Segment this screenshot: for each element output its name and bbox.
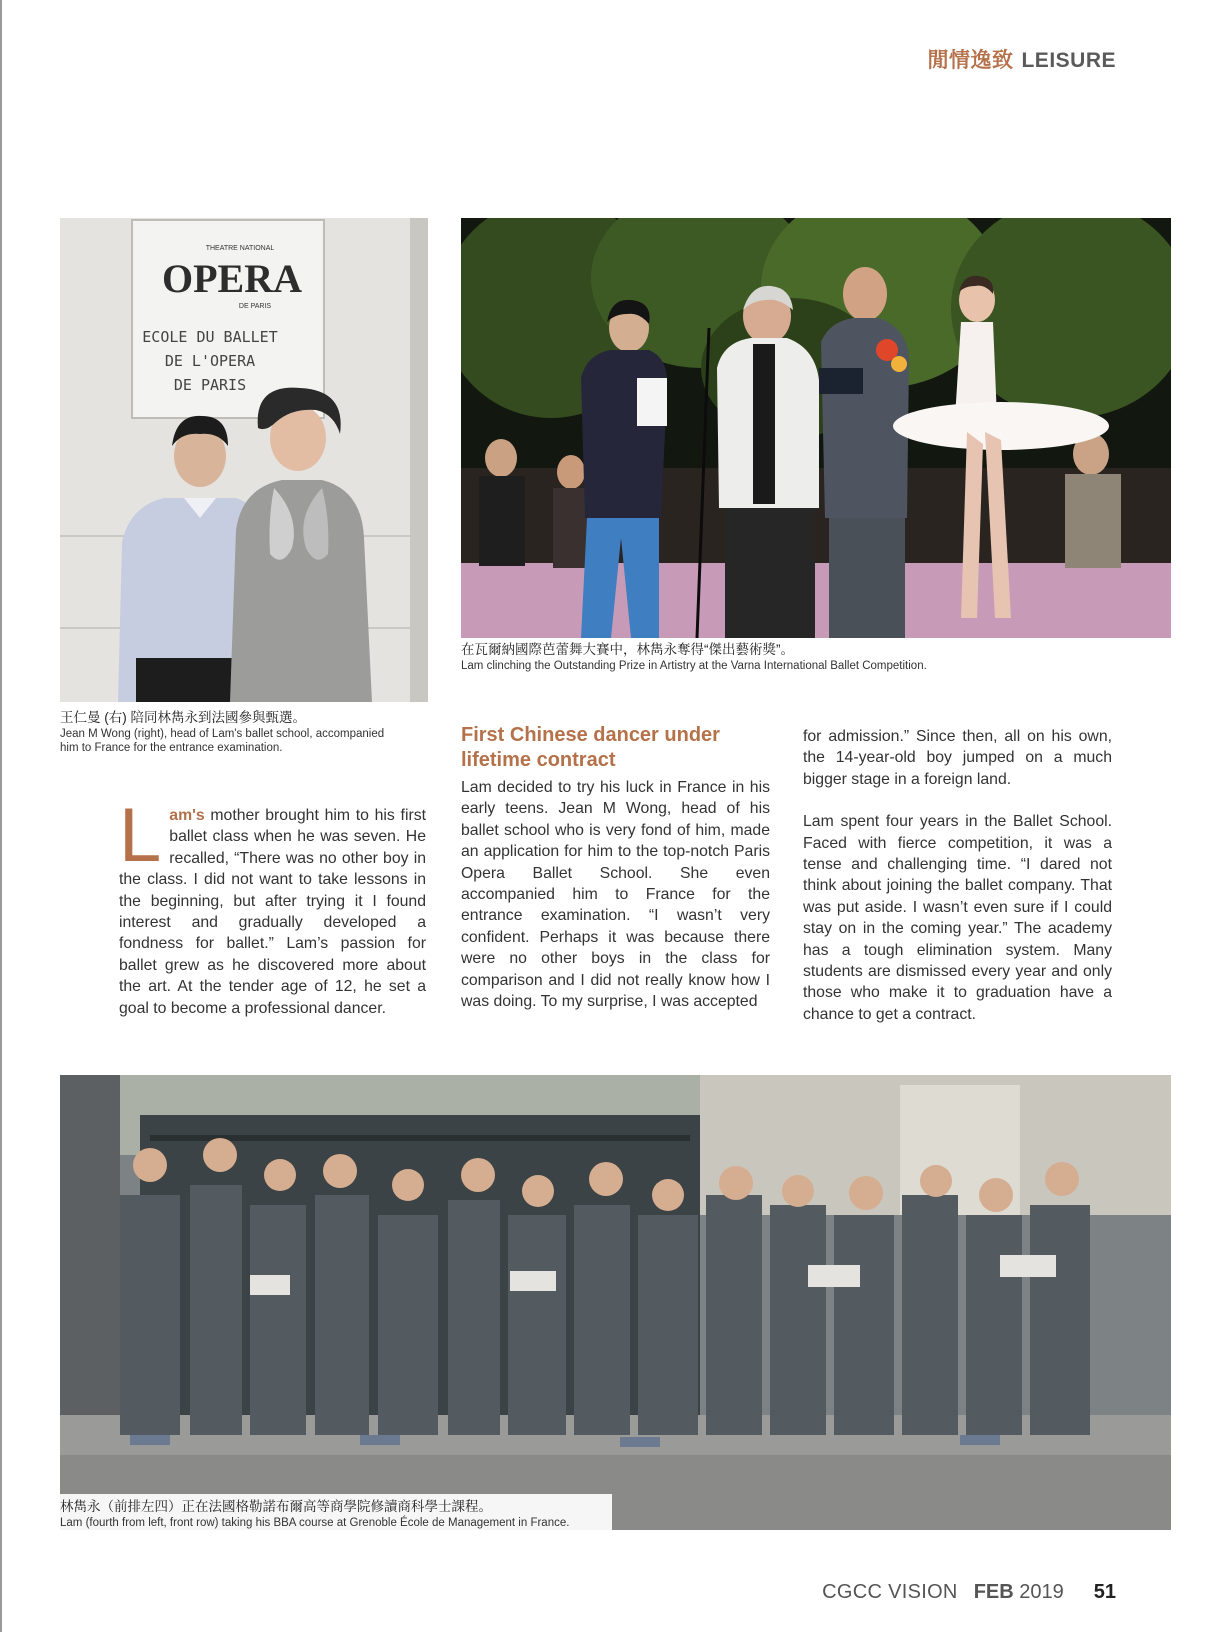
photo-group-business-school — [60, 1075, 1171, 1530]
section-tag-zh: 閒情逸致 — [927, 49, 1014, 72]
sign-line1: ECOLE DU BALLET — [142, 328, 278, 346]
caption-left-photo — [60, 709, 430, 755]
article-paragraph-2: Lam decided to try his luck in France in his early teens. Jean M Wong, head of his ballet school who is very fond of him, made an application for him to the top-notch Paris Opera Ballet School. She even accompanied him to France for the entrance examination. “I wasn’t very confident. Perhaps it was because there were no other boys in the class for comparison and I did not really know how I was doing. To my surprise, I was accepted — [461, 779, 770, 1011]
caption-left-zh: 王仁曼 (右) 陪同林雋永到法國參與甄選。 — [60, 710, 306, 725]
sign-de-paris-text: DE PARIS — [238, 303, 272, 310]
photo-opera-school — [60, 218, 428, 702]
caption-right-zh: 在瓦爾納國際芭蕾舞大賽中，林雋永奪得“傑出藝術獎”。 — [461, 642, 794, 657]
caption-bottom-en: Lam (fourth from left, front row) taking his BBA course at Grenoble École de Management in France. — [60, 1517, 570, 1529]
caption-left-en-2: him to France for the entrance examination. — [60, 742, 283, 754]
article-paragraph-3: for admission.” Since then, all on his own, the 14-year-old boy jumped on a much bigger stage in a foreign land. — [803, 728, 1112, 788]
page-edge — [0, 0, 2, 1632]
article-column-3 — [803, 726, 1112, 1025]
sign-opera-text: OPERA — [162, 256, 302, 301]
section-tag-en: LEISURE — [1021, 49, 1116, 72]
dropcap: L — [119, 793, 162, 878]
lead-word: am's — [169, 807, 205, 824]
sign-line3: DE PARIS — [173, 376, 247, 394]
footer-magazine: CGCC VISION — [822, 1581, 958, 1603]
col1-text: mother brought him to his first ballet class when he was seven. He recalled, “There was no other boy in the class. I did not want to take lessons in the beginning, but after trying it I found interest and gradually developed a fondness for ballet.” Lam’s passion for ballet grew as he discovered more about the art. At the tender age of 12, he set a goal to become a professional dancer. — [119, 807, 426, 1017]
article-heading: First Chinese dancer under lifetime contract — [461, 724, 720, 771]
article-column-1 — [119, 793, 426, 1019]
page-footer — [822, 1581, 1116, 1604]
footer-month: FEB — [973, 1581, 1014, 1603]
article-column-2 — [461, 723, 770, 1012]
caption-left-en-1: Jean M Wong (right), head of Lam's ballet school, accompanied — [60, 728, 385, 740]
section-tag — [927, 44, 1116, 74]
photo-award-ceremony — [461, 218, 1171, 638]
caption-bottom-zh: 林雋永（前排左四）正在法國格勒諾布爾高等商學院修讀商科學士課程。 — [60, 1499, 492, 1514]
sign-small-text: THEATRE NATIONAL — [205, 245, 275, 252]
sign-line2: DE L'OPERA — [164, 352, 256, 370]
footer-year: 2019 — [1019, 1581, 1064, 1603]
caption-right-en: Lam clinching the Outstanding Prize in Artistry at the Varna International Ballet Competition. — [461, 660, 927, 672]
article-paragraph-4: Lam spent four years in the Ballet School. Faced with fierce competition, it was a tense and challenging time. “I dared not think about joining the ballet company. That was put aside. I wasn’t even sure if I could stay on in the coming year.” The academy has a tough elimination system. Many students are dismissed every year and only those who make it to graduation have a chance to get a contract. — [803, 813, 1112, 1023]
caption-right-photo — [461, 641, 1171, 673]
article-paragraph-1 — [119, 793, 426, 1019]
page-number: 51 — [1093, 1581, 1116, 1603]
caption-bottom-photo — [60, 1494, 612, 1536]
